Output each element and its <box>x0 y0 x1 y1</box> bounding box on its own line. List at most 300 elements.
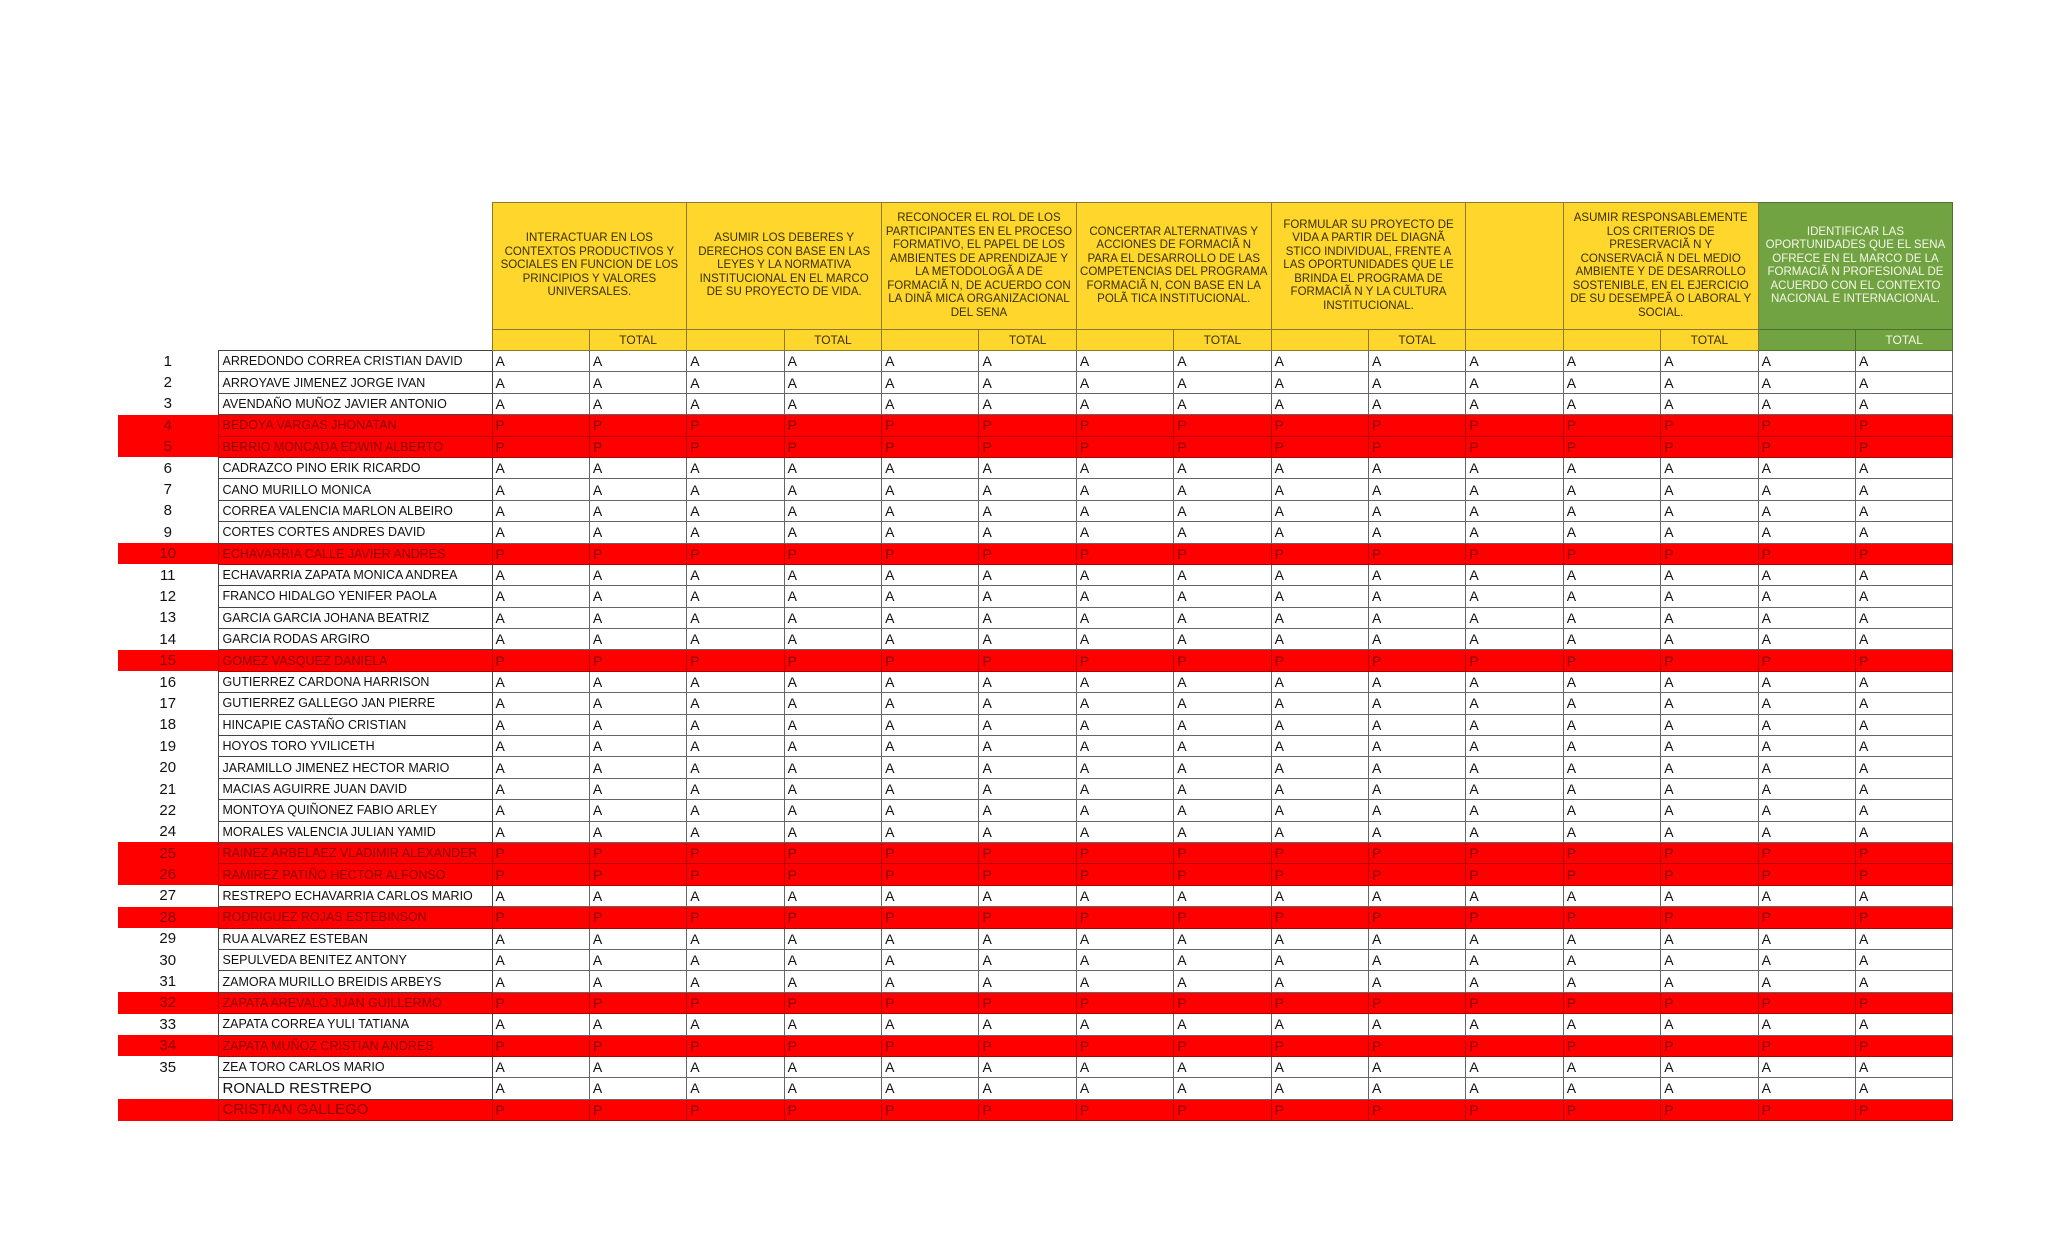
grade-cell[interactable]: P <box>1271 543 1368 564</box>
grade-cell[interactable]: P <box>1076 543 1173 564</box>
grade-cell[interactable]: P <box>1855 1099 1952 1120</box>
grade-cell[interactable]: A <box>1174 885 1271 906</box>
grade-cell[interactable]: A <box>1661 457 1758 478</box>
grade-cell[interactable]: A <box>1563 1078 1660 1099</box>
grade-cell[interactable]: P <box>492 415 589 436</box>
grade-cell[interactable]: A <box>1758 457 1855 478</box>
grade-cell[interactable]: A <box>1758 949 1855 970</box>
grade-cell[interactable]: A <box>1271 757 1368 778</box>
grade-cell[interactable]: P <box>1076 436 1173 457</box>
student-name[interactable]: HINCAPIE CASTAÑO CRISTIAN <box>218 714 492 735</box>
grade-cell[interactable]: A <box>1076 607 1173 628</box>
grade-cell[interactable]: P <box>1174 907 1271 928</box>
grade-cell[interactable]: A <box>1563 949 1660 970</box>
grade-cell[interactable]: A <box>589 1078 686 1099</box>
grade-cell[interactable]: A <box>1174 457 1271 478</box>
grade-cell[interactable]: A <box>589 778 686 799</box>
grade-cell[interactable]: A <box>1369 479 1466 500</box>
grade-cell[interactable]: A <box>1855 522 1952 543</box>
grade-cell[interactable]: A <box>1466 821 1563 842</box>
grade-cell[interactable]: A <box>687 457 784 478</box>
grade-cell[interactable]: A <box>882 1078 979 1099</box>
grade-cell[interactable]: A <box>1466 949 1563 970</box>
grade-cell[interactable]: P <box>1563 864 1660 885</box>
student-name[interactable]: CADRAZCO PINO ERIK RICARDO <box>218 457 492 478</box>
grade-cell[interactable]: A <box>687 1014 784 1035</box>
student-name[interactable]: SEPULVEDA BENITEZ ANTONY <box>218 949 492 970</box>
grade-cell[interactable]: P <box>589 992 686 1013</box>
grade-cell[interactable]: P <box>589 650 686 671</box>
grade-cell[interactable]: A <box>1855 693 1952 714</box>
grade-cell[interactable]: A <box>979 351 1076 372</box>
grade-cell[interactable]: A <box>589 351 686 372</box>
grade-cell[interactable]: A <box>1174 693 1271 714</box>
grade-cell[interactable]: A <box>979 885 1076 906</box>
grade-cell[interactable]: A <box>1369 500 1466 521</box>
grade-cell[interactable]: P <box>1076 864 1173 885</box>
grade-cell[interactable]: A <box>1076 671 1173 692</box>
grade-cell[interactable]: A <box>1076 629 1173 650</box>
grade-cell[interactable]: P <box>1076 907 1173 928</box>
student-name[interactable]: AVENDAÑO MUÑOZ JAVIER ANTONIO <box>218 393 492 414</box>
grade-cell[interactable]: A <box>589 971 686 992</box>
grade-cell[interactable]: P <box>784 1035 881 1056</box>
grade-cell[interactable]: A <box>1758 800 1855 821</box>
grade-cell[interactable]: A <box>882 671 979 692</box>
grade-cell[interactable]: A <box>1661 1078 1758 1099</box>
grade-cell[interactable]: A <box>1758 1078 1855 1099</box>
grade-cell[interactable]: P <box>979 436 1076 457</box>
grade-cell[interactable]: A <box>1661 757 1758 778</box>
grade-cell[interactable]: A <box>1466 564 1563 585</box>
grade-cell[interactable]: P <box>1369 1035 1466 1056</box>
grade-cell[interactable]: A <box>979 393 1076 414</box>
grade-cell[interactable]: P <box>1466 907 1563 928</box>
grade-cell[interactable]: P <box>1369 1099 1466 1120</box>
grade-cell[interactable]: A <box>1758 693 1855 714</box>
grade-cell[interactable]: A <box>1466 800 1563 821</box>
grade-cell[interactable]: A <box>784 821 881 842</box>
student-name[interactable]: MONTOYA QUIÑONEZ FABIO ARLEY <box>218 800 492 821</box>
grade-cell[interactable]: P <box>1563 650 1660 671</box>
grade-cell[interactable]: P <box>687 907 784 928</box>
grade-cell[interactable]: P <box>687 543 784 564</box>
grade-cell[interactable]: A <box>1369 714 1466 735</box>
grade-cell[interactable]: A <box>1076 757 1173 778</box>
student-name[interactable]: CRISTIAN GALLEGO <box>218 1099 492 1120</box>
grade-cell[interactable]: A <box>1563 457 1660 478</box>
grade-cell[interactable]: P <box>882 415 979 436</box>
grade-cell[interactable]: A <box>1661 629 1758 650</box>
grade-cell[interactable]: A <box>1563 800 1660 821</box>
grade-cell[interactable]: P <box>687 1035 784 1056</box>
grade-cell[interactable]: A <box>687 671 784 692</box>
grade-cell[interactable]: P <box>979 864 1076 885</box>
grade-cell[interactable]: P <box>492 842 589 863</box>
grade-cell[interactable]: P <box>1271 842 1368 863</box>
grade-cell[interactable]: A <box>1661 1014 1758 1035</box>
grade-cell[interactable]: A <box>1758 928 1855 949</box>
grade-cell[interactable]: P <box>1661 415 1758 436</box>
grade-cell[interactable]: A <box>784 500 881 521</box>
grade-cell[interactable]: A <box>1758 500 1855 521</box>
grade-cell[interactable]: A <box>1661 928 1758 949</box>
grade-cell[interactable]: A <box>1563 564 1660 585</box>
grade-cell[interactable]: A <box>1855 629 1952 650</box>
grade-cell[interactable]: A <box>1855 971 1952 992</box>
grade-cell[interactable]: A <box>589 586 686 607</box>
grade-cell[interactable]: P <box>589 907 686 928</box>
grade-cell[interactable]: A <box>1758 821 1855 842</box>
grade-cell[interactable]: A <box>882 928 979 949</box>
grade-cell[interactable]: P <box>1174 415 1271 436</box>
grade-cell[interactable]: P <box>1466 864 1563 885</box>
grade-cell[interactable]: A <box>1271 885 1368 906</box>
grade-cell[interactable]: A <box>1271 778 1368 799</box>
grade-cell[interactable]: A <box>882 564 979 585</box>
grade-cell[interactable]: P <box>1466 1035 1563 1056</box>
student-name[interactable]: HOYOS TORO YVILICETH <box>218 736 492 757</box>
grade-cell[interactable]: A <box>784 564 881 585</box>
grade-cell[interactable]: P <box>882 842 979 863</box>
grade-cell[interactable]: A <box>492 586 589 607</box>
grade-cell[interactable]: A <box>1758 607 1855 628</box>
grade-cell[interactable]: A <box>1855 564 1952 585</box>
grade-cell[interactable]: A <box>1076 693 1173 714</box>
grade-cell[interactable]: P <box>882 1099 979 1120</box>
grade-cell[interactable]: P <box>1563 436 1660 457</box>
grade-cell[interactable]: P <box>589 415 686 436</box>
grade-cell[interactable]: A <box>979 564 1076 585</box>
grade-cell[interactable]: A <box>979 671 1076 692</box>
grade-cell[interactable]: A <box>1563 671 1660 692</box>
grade-cell[interactable]: A <box>1855 949 1952 970</box>
grade-cell[interactable]: A <box>1076 885 1173 906</box>
grade-cell[interactable]: A <box>1855 757 1952 778</box>
grade-cell[interactable]: A <box>492 693 589 714</box>
grade-cell[interactable]: A <box>1466 586 1563 607</box>
grade-cell[interactable]: A <box>492 500 589 521</box>
student-name[interactable]: GARCIA GARCIA JOHANA BEATRIZ <box>218 607 492 628</box>
grade-cell[interactable]: P <box>979 1099 1076 1120</box>
student-name[interactable]: GOMEZ VASQUEZ DANIELA <box>218 650 492 671</box>
student-name[interactable]: ZEA TORO CARLOS MARIO <box>218 1056 492 1077</box>
grade-cell[interactable]: A <box>1271 522 1368 543</box>
grade-cell[interactable]: P <box>1661 907 1758 928</box>
grade-cell[interactable]: A <box>492 629 589 650</box>
grade-cell[interactable]: P <box>1855 1035 1952 1056</box>
grade-cell[interactable]: P <box>687 992 784 1013</box>
grade-cell[interactable]: A <box>882 522 979 543</box>
grade-cell[interactable]: A <box>784 714 881 735</box>
grade-cell[interactable]: A <box>1271 693 1368 714</box>
grade-cell[interactable]: A <box>1758 885 1855 906</box>
grade-cell[interactable]: A <box>589 885 686 906</box>
grade-cell[interactable]: A <box>492 736 589 757</box>
grade-cell[interactable]: P <box>1855 436 1952 457</box>
student-name[interactable]: RODRIGUEZ ROJAS ESTEBINSON <box>218 907 492 928</box>
grade-cell[interactable]: P <box>784 907 881 928</box>
grade-cell[interactable]: P <box>1174 650 1271 671</box>
grade-cell[interactable]: A <box>589 714 686 735</box>
grade-cell[interactable]: A <box>1369 586 1466 607</box>
grade-cell[interactable]: P <box>1661 1099 1758 1120</box>
grade-cell[interactable]: A <box>784 479 881 500</box>
grade-cell[interactable]: A <box>1661 564 1758 585</box>
grade-cell[interactable]: A <box>687 928 784 949</box>
grade-cell[interactable]: A <box>1369 757 1466 778</box>
grade-cell[interactable]: A <box>1174 479 1271 500</box>
grade-cell[interactable]: A <box>1661 500 1758 521</box>
grade-cell[interactable]: A <box>784 928 881 949</box>
grade-cell[interactable]: P <box>979 842 1076 863</box>
student-name[interactable]: ZAMORA MURILLO BREIDIS ARBEYS <box>218 971 492 992</box>
grade-cell[interactable]: A <box>1855 372 1952 393</box>
grade-cell[interactable]: A <box>1563 607 1660 628</box>
grade-cell[interactable]: P <box>882 650 979 671</box>
grade-cell[interactable]: A <box>492 372 589 393</box>
grade-cell[interactable]: A <box>1466 971 1563 992</box>
grade-cell[interactable]: A <box>1661 885 1758 906</box>
grade-cell[interactable]: P <box>882 543 979 564</box>
grade-cell[interactable]: A <box>1855 479 1952 500</box>
grade-cell[interactable]: A <box>492 564 589 585</box>
grade-cell[interactable]: A <box>1466 736 1563 757</box>
grade-cell[interactable]: P <box>1369 543 1466 564</box>
grade-cell[interactable]: A <box>979 522 1076 543</box>
grade-cell[interactable]: A <box>1466 607 1563 628</box>
grade-cell[interactable]: A <box>979 457 1076 478</box>
grade-cell[interactable]: A <box>1271 714 1368 735</box>
student-name[interactable]: RAMIREZ PATIÑO HECTOR ALFONSO <box>218 864 492 885</box>
grade-cell[interactable]: A <box>1076 500 1173 521</box>
grade-cell[interactable]: A <box>1369 522 1466 543</box>
grade-cell[interactable]: A <box>492 607 589 628</box>
grade-cell[interactable]: A <box>784 457 881 478</box>
grade-cell[interactable]: P <box>1466 415 1563 436</box>
grade-cell[interactable]: A <box>784 885 881 906</box>
grade-cell[interactable]: A <box>1855 885 1952 906</box>
grade-cell[interactable]: A <box>1661 736 1758 757</box>
grade-cell[interactable]: A <box>1369 671 1466 692</box>
grade-cell[interactable]: A <box>687 971 784 992</box>
grade-cell[interactable]: P <box>1758 907 1855 928</box>
grade-cell[interactable]: P <box>1661 543 1758 564</box>
grade-cell[interactable]: A <box>589 457 686 478</box>
grade-cell[interactable]: A <box>1369 1078 1466 1099</box>
grade-cell[interactable]: P <box>589 1099 686 1120</box>
grade-cell[interactable]: P <box>589 864 686 885</box>
grade-cell[interactable]: P <box>1758 543 1855 564</box>
grade-cell[interactable]: A <box>1174 671 1271 692</box>
grade-cell[interactable]: A <box>1369 1014 1466 1035</box>
grade-cell[interactable]: A <box>784 629 881 650</box>
grade-cell[interactable]: P <box>1174 1035 1271 1056</box>
grade-cell[interactable]: A <box>492 757 589 778</box>
grade-cell[interactable]: A <box>1271 500 1368 521</box>
grade-cell[interactable]: A <box>1855 1078 1952 1099</box>
grade-cell[interactable]: P <box>1369 907 1466 928</box>
student-name[interactable]: BERRIO MONCADA EDWIN ALBERTO <box>218 436 492 457</box>
grade-cell[interactable]: P <box>1563 1099 1660 1120</box>
grade-cell[interactable]: A <box>979 800 1076 821</box>
grade-cell[interactable]: A <box>1563 393 1660 414</box>
grade-cell[interactable]: P <box>784 992 881 1013</box>
grade-cell[interactable]: A <box>1076 1014 1173 1035</box>
grade-cell[interactable]: A <box>589 800 686 821</box>
grade-cell[interactable]: A <box>1855 671 1952 692</box>
grade-cell[interactable]: A <box>1076 800 1173 821</box>
student-name[interactable]: ZAPATA AREVALO JUAN GUILLERMO <box>218 992 492 1013</box>
grade-cell[interactable]: A <box>1758 586 1855 607</box>
grade-cell[interactable]: A <box>492 949 589 970</box>
grade-cell[interactable]: A <box>1855 607 1952 628</box>
grade-cell[interactable]: P <box>1174 436 1271 457</box>
grade-cell[interactable]: A <box>589 1056 686 1077</box>
grade-cell[interactable]: A <box>1661 671 1758 692</box>
grade-cell[interactable]: P <box>1369 842 1466 863</box>
grade-cell[interactable]: A <box>784 1056 881 1077</box>
grade-cell[interactable]: A <box>1563 885 1660 906</box>
grade-cell[interactable]: P <box>589 1035 686 1056</box>
grade-cell[interactable]: A <box>687 479 784 500</box>
grade-cell[interactable]: A <box>882 778 979 799</box>
grade-cell[interactable]: A <box>1271 629 1368 650</box>
grade-cell[interactable]: A <box>1076 949 1173 970</box>
grade-cell[interactable]: A <box>784 949 881 970</box>
grade-cell[interactable]: A <box>979 479 1076 500</box>
grade-cell[interactable]: A <box>1855 393 1952 414</box>
grade-cell[interactable]: A <box>1855 351 1952 372</box>
grade-cell[interactable]: P <box>882 992 979 1013</box>
grade-cell[interactable]: A <box>979 1014 1076 1035</box>
grade-cell[interactable]: A <box>979 821 1076 842</box>
student-name[interactable]: GUTIERREZ GALLEGO JAN PIERRE <box>218 693 492 714</box>
grade-cell[interactable]: A <box>1855 500 1952 521</box>
student-name[interactable]: GARCIA RODAS ARGIRO <box>218 629 492 650</box>
grade-cell[interactable]: P <box>882 1035 979 1056</box>
grade-cell[interactable]: A <box>1174 757 1271 778</box>
grade-cell[interactable]: P <box>784 842 881 863</box>
grade-cell[interactable]: A <box>1174 800 1271 821</box>
grade-cell[interactable]: P <box>1076 415 1173 436</box>
grade-cell[interactable]: A <box>589 928 686 949</box>
grade-cell[interactable]: A <box>687 629 784 650</box>
grade-cell[interactable]: P <box>1758 842 1855 863</box>
grade-cell[interactable]: A <box>1174 714 1271 735</box>
grade-cell[interactable]: A <box>784 736 881 757</box>
grade-cell[interactable]: P <box>1661 1035 1758 1056</box>
grade-cell[interactable]: A <box>1076 821 1173 842</box>
grade-cell[interactable]: P <box>1174 842 1271 863</box>
grade-cell[interactable]: P <box>589 436 686 457</box>
grade-cell[interactable]: A <box>492 928 589 949</box>
grade-cell[interactable]: P <box>1271 436 1368 457</box>
grade-cell[interactable]: P <box>1466 650 1563 671</box>
grade-cell[interactable]: A <box>1271 479 1368 500</box>
grade-cell[interactable]: A <box>1076 778 1173 799</box>
grade-cell[interactable]: A <box>1076 928 1173 949</box>
grade-cell[interactable]: A <box>882 479 979 500</box>
grade-cell[interactable]: A <box>882 607 979 628</box>
grade-cell[interactable]: A <box>1369 393 1466 414</box>
grade-cell[interactable]: A <box>492 479 589 500</box>
grade-cell[interactable]: A <box>1076 479 1173 500</box>
grade-cell[interactable]: P <box>1466 842 1563 863</box>
grade-cell[interactable]: A <box>1758 479 1855 500</box>
grade-cell[interactable]: A <box>687 351 784 372</box>
grade-cell[interactable]: A <box>1174 778 1271 799</box>
grade-cell[interactable]: A <box>979 372 1076 393</box>
grade-cell[interactable]: A <box>1563 928 1660 949</box>
grade-cell[interactable]: P <box>687 842 784 863</box>
grade-cell[interactable]: A <box>1855 778 1952 799</box>
grade-cell[interactable]: P <box>1758 1099 1855 1120</box>
grade-cell[interactable]: A <box>1466 479 1563 500</box>
grade-cell[interactable]: A <box>589 607 686 628</box>
grade-cell[interactable]: P <box>1855 650 1952 671</box>
grade-cell[interactable]: A <box>1174 1014 1271 1035</box>
grade-cell[interactable]: A <box>1271 800 1368 821</box>
grade-cell[interactable]: A <box>784 778 881 799</box>
grade-cell[interactable]: P <box>1271 907 1368 928</box>
grade-cell[interactable]: A <box>1174 500 1271 521</box>
grade-cell[interactable]: A <box>1369 372 1466 393</box>
grade-cell[interactable]: A <box>979 757 1076 778</box>
grade-cell[interactable]: A <box>1466 629 1563 650</box>
grade-cell[interactable]: A <box>1855 928 1952 949</box>
grade-cell[interactable]: P <box>1563 415 1660 436</box>
grade-cell[interactable]: A <box>784 586 881 607</box>
student-name[interactable]: ECHAVARRIA ZAPATA MONICA ANDREA <box>218 564 492 585</box>
grade-cell[interactable]: A <box>1563 693 1660 714</box>
grade-cell[interactable]: A <box>1855 586 1952 607</box>
grade-cell[interactable]: P <box>979 1035 1076 1056</box>
grade-cell[interactable]: A <box>589 500 686 521</box>
grade-cell[interactable]: A <box>1563 586 1660 607</box>
grade-cell[interactable]: A <box>1466 1014 1563 1035</box>
grade-cell[interactable]: P <box>1076 1035 1173 1056</box>
grade-cell[interactable]: A <box>1174 393 1271 414</box>
grade-cell[interactable]: A <box>784 522 881 543</box>
grade-cell[interactable]: A <box>979 1078 1076 1099</box>
grade-cell[interactable]: P <box>687 415 784 436</box>
grade-cell[interactable]: A <box>979 586 1076 607</box>
grade-cell[interactable]: A <box>1076 372 1173 393</box>
grade-cell[interactable]: P <box>1174 543 1271 564</box>
grade-cell[interactable]: A <box>1271 564 1368 585</box>
grade-cell[interactable]: A <box>882 393 979 414</box>
grade-cell[interactable]: A <box>1661 971 1758 992</box>
grade-cell[interactable]: P <box>1855 842 1952 863</box>
grade-cell[interactable]: A <box>784 671 881 692</box>
grade-cell[interactable]: P <box>1563 1035 1660 1056</box>
grade-cell[interactable]: A <box>1271 607 1368 628</box>
grade-cell[interactable]: A <box>1369 607 1466 628</box>
grade-cell[interactable]: A <box>1174 351 1271 372</box>
grade-cell[interactable]: P <box>1466 1099 1563 1120</box>
grade-cell[interactable]: A <box>589 693 686 714</box>
grade-cell[interactable]: A <box>1174 949 1271 970</box>
grade-cell[interactable]: A <box>687 1078 784 1099</box>
grade-cell[interactable]: A <box>589 629 686 650</box>
grade-cell[interactable]: A <box>492 522 589 543</box>
grade-cell[interactable]: A <box>1855 1014 1952 1035</box>
grade-cell[interactable]: P <box>1466 436 1563 457</box>
grade-cell[interactable]: P <box>1174 864 1271 885</box>
grade-cell[interactable]: A <box>882 1056 979 1077</box>
grade-cell[interactable]: P <box>1758 1035 1855 1056</box>
